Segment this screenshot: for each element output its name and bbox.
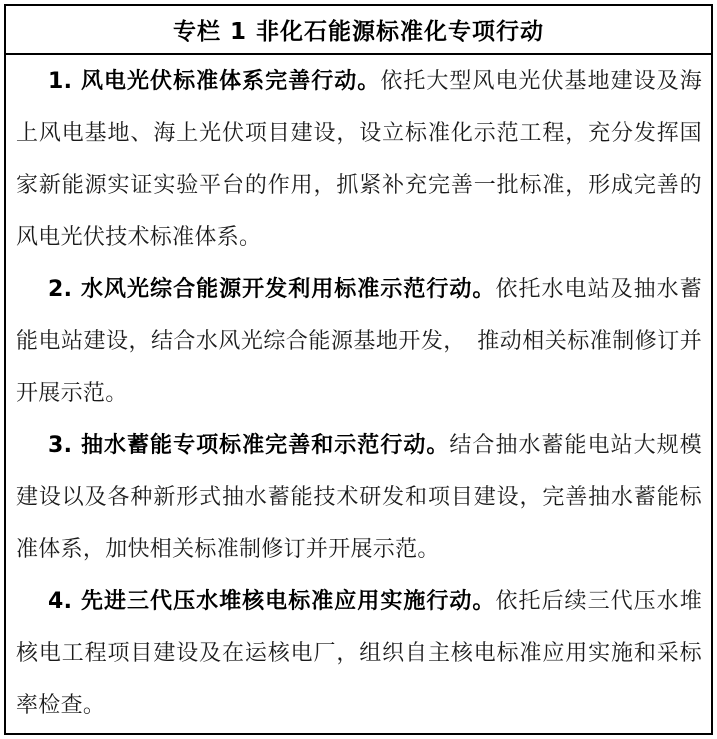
panel-title-row	[6, 6, 711, 55]
special-action-panel	[4, 4, 713, 735]
action-4-text: 依托后续三代压水堆核电工程项目建设及在运核电厂，组织自主核电标准应用实施和采标率检查。	[16, 589, 702, 718]
action-1-heading: 1. 风电光伏标准体系完善行动。	[48, 69, 381, 94]
panel-body	[6, 55, 711, 733]
action-1-text: 依托大型风电光伏基地建设及海上风电基地、海上光伏项目建设，设立标准化示范工程，充分发挥国家新能源实证实验平台的作用，抓紧补充完善一批标准，形成完善的风电光伏技术标准体系。	[16, 69, 703, 250]
action-4-heading: 4. 先进三代压水堆核电标准应用实施行动。	[48, 589, 496, 614]
action-paragraph-pumped-storage	[16, 420, 702, 576]
action-paragraph-nuclear	[16, 576, 702, 732]
action-paragraph-wind-solar	[16, 56, 702, 264]
action-2-text: 依托水电站及抽水蓄能电站建设，结合水风光综合能源基地开发， 推动相关标准制修订并开展示范。	[16, 277, 702, 406]
action-paragraph-hydro-wind-solar	[16, 264, 702, 420]
action-2-heading: 2. 水风光综合能源开发利用标准示范行动。	[48, 277, 496, 302]
action-3-heading: 3. 抽水蓄能专项标准完善和示范行动。	[48, 433, 450, 458]
panel-title: 专栏 1 非化石能源标准化专项行动	[172, 19, 545, 45]
action-3-text: 结合抽水蓄能电站大规模建设以及各种新形式抽水蓄能技术研发和项目建设，完善抽水蓄能标准体系，加快相关标准制修订并开展示范。	[16, 433, 702, 562]
